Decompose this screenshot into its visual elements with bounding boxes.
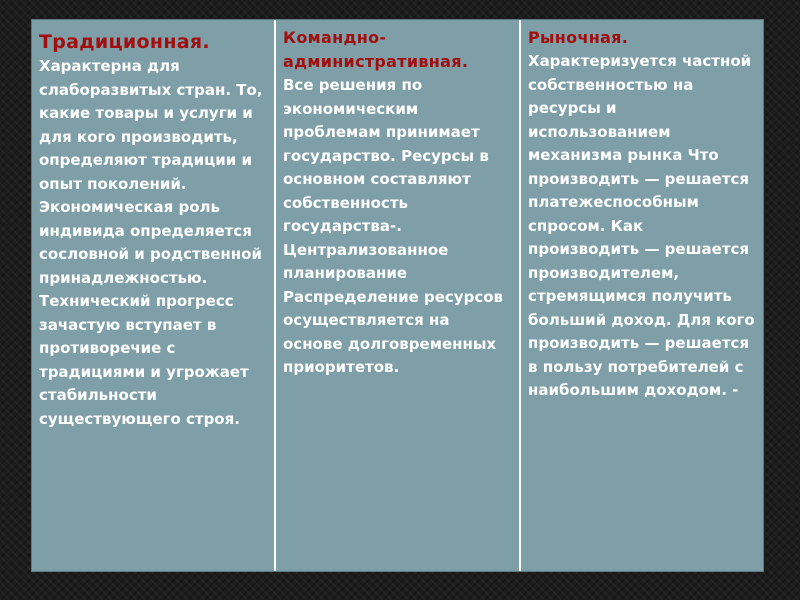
economic-systems-table xyxy=(31,19,764,572)
column-command-text: Все решения по экономическим проблемам принимает государство. Ресурсы в основном составляют собственность государства-. Централизованное планирование Распределение ресурсов осуществляется на основе долговременных приоритетов. xyxy=(283,76,504,376)
column-traditional-text: Характерна для слаборазвитых стран. То, какие товары и услуги и для кого производить, определяют традиции и опыт поколений. Экономическая роль индивида определяется сословной и родственной принадлежностью. Технический прогресс зачастую вступает в противоречие с традициями и угрожает стабильности существующего строя. xyxy=(39,57,263,428)
column-command-title: Командно-административная. xyxy=(283,28,469,71)
column-traditional-title: Традиционная. xyxy=(39,31,210,53)
column-market-text: Характеризуется частной собственностью на ресурсы и использованием механизма рынка Что производить — решается платежеспособным спросом. Как производить — решается производителем, стремящимся получить больший доход. Для кого производить — решается в пользу потребителей с наибольшим доходом. - xyxy=(528,52,755,399)
column-market xyxy=(519,20,763,571)
column-traditional xyxy=(32,20,274,571)
column-command xyxy=(274,20,519,571)
column-market-title: Рыночная. xyxy=(528,28,629,47)
